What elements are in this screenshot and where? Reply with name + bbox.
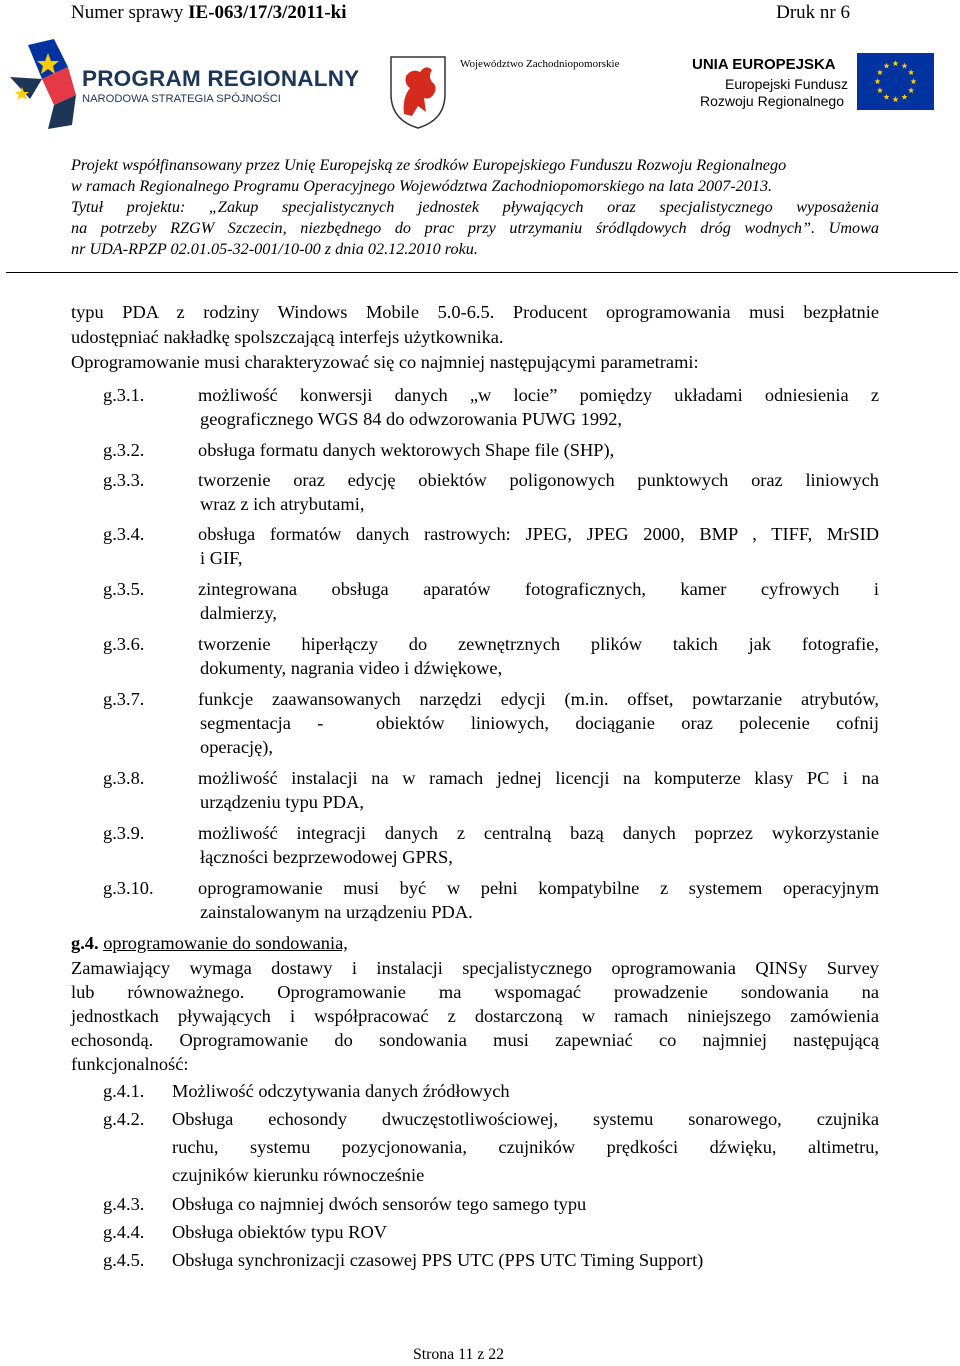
g4-item-3-number: g.4.3.	[103, 1194, 145, 1214]
intro-line-3: Oprogramowanie musi charakteryzować się co najmniej następującymi parametrami:	[71, 352, 699, 372]
g3-item-3-line-1: tworzenie oraz edycję obiektów poligonowych punktowych oraz liniowych	[198, 470, 879, 490]
g3-item-5-number: g.3.5.	[103, 579, 145, 599]
g4-number: g.4.	[71, 933, 99, 953]
g4-paragraph-line-5: funkcjonalność:	[71, 1054, 189, 1074]
page-number: Strona 11 z 22	[412, 1346, 505, 1363]
project-line-3: Tytuł projektu: „Zakup specjalistycznych jednostek pływających oraz specjalistycznego wyposażenia	[71, 198, 879, 216]
g3-item-8-line-1: możliwość instalacji na w ramach jednej licencji na komputerze klasy PC i na	[198, 768, 879, 788]
g3-item-8-line-2: urządzeniu typu PDA,	[200, 792, 364, 812]
g3-item-3-number: g.3.3.	[103, 470, 145, 490]
eu-fund-line1: Europejski Fundusz	[725, 76, 848, 92]
g4-item-4-number: g.4.4.	[103, 1222, 145, 1242]
print-number: Druk nr 6	[776, 2, 850, 23]
g3-item-7-line-1: funkcje zaawansowanych narzędzi edycji (m.in. offset, powtarzanie atrybutów,	[198, 689, 879, 709]
g3-item-5-line-2: dalmierzy,	[200, 603, 277, 623]
g3-item-2-number: g.3.2.	[103, 440, 145, 460]
case-label: Numer sprawy	[71, 2, 189, 23]
g4-item-1-number: g.4.1.	[103, 1081, 145, 1101]
case-id: IE-063/17/3/2011-ki	[188, 2, 347, 23]
g3-item-6-line-2: dokumenty, nagrania video i dźwiękowe,	[200, 658, 503, 678]
g4-item-4-line-1: Obsługa obiektów typu ROV	[172, 1222, 388, 1242]
program-subtitle: NARODOWA STRATEGIA SPÓJNOŚCI	[82, 93, 281, 105]
g4-paragraph-line-3: jednostkach pływających i współpracować z dostarczoną w ramach niniejszego zamówienia	[71, 1006, 879, 1026]
g3-item-6-line-1: tworzenie hiperłączy do zewnętrznych plików takich jak fotografie,	[198, 634, 879, 654]
header-divider	[6, 272, 958, 273]
g3-item-7-number: g.3.7.	[103, 689, 145, 709]
g3-item-4-line-2: i GIF,	[200, 548, 243, 568]
g3-item-7-line-3: operację),	[200, 737, 273, 757]
g3-item-9-line-1: możliwość integracji danych z centralną bazą danych poprzez wykorzystanie	[198, 823, 879, 843]
g3-item-4-number: g.3.4.	[103, 524, 145, 544]
g3-item-6-number: g.3.6.	[103, 634, 145, 654]
g3-item-7-line-2: segmentacja - obiektów liniowych, dociąganie oraz polecenie cofnij	[200, 713, 879, 733]
g4-item-2-line-3: czujników kierunku równocześnie	[172, 1165, 425, 1185]
g3-item-1-number: g.3.1.	[103, 385, 145, 405]
g4-item-2-line-2: ruchu, systemu pozycjonowania, czujników prędkości dźwięku, altimetru,	[172, 1137, 879, 1157]
region-name: Województwo Zachodniopomorskie	[460, 58, 620, 70]
g4-item-5-number: g.4.5.	[103, 1250, 145, 1270]
g4-title: oprogramowanie do sondowania,	[103, 933, 348, 953]
program-title: PROGRAM REGIONALNY	[82, 66, 360, 91]
project-line-5: nr UDA-RPZP 02.01.05-32-001/10-00 z dnia 02.12.2010 roku.	[71, 240, 478, 258]
intro-line-1: typu PDA z rodziny Windows Mobile 5.0-6.5. Producent oprogramowania musi bezpłatnie	[71, 302, 879, 322]
g4-paragraph-line-2: lub równoważnego. Oprogramowanie ma wspomagać prowadzenie sondowania na	[71, 982, 879, 1002]
g3-item-2-line-1: obsługa formatu danych wektorowych Shape file (SHP),	[198, 440, 615, 460]
g3-item-1-line-1: możliwość konwersji danych „w locie” pomiędzy układami odniesienia z	[198, 385, 879, 405]
g3-item-1-line-2: geograficznego WGS 84 do odwzorowania PUWG 1992,	[200, 409, 623, 429]
g3-item-10-line-2: zainstalowanym na urządzeniu PDA.	[200, 902, 473, 922]
eu-flag-icon	[857, 53, 934, 110]
case-number	[71, 2, 347, 24]
g3-item-3-line-2: wraz z ich atrybutami,	[200, 494, 365, 514]
g4-item-5-line-1: Obsługa synchronizacji czasowej PPS UTC (PPS UTC Timing Support)	[172, 1250, 704, 1270]
g4-paragraph-line-1: Zamawiający wymaga dostawy i instalacji specjalistycznego oprogramowania QINSy Survey	[71, 958, 879, 978]
g3-item-9-number: g.3.9.	[103, 823, 145, 843]
g3-item-10-number: g.3.10.	[103, 878, 154, 898]
g4-paragraph-line-4: echosondą. Oprogramowanie do sondowania musi zapewniać co najmniej następującą	[71, 1030, 879, 1050]
project-line-2: w ramach Regionalnego Programu Operacyjnego Województwa Zachodniopomorskiego na lata 2007-2013.	[71, 177, 773, 195]
g4-item-1-line-1: Możliwość odczytywania danych źródłowych	[172, 1081, 510, 1101]
g3-item-10-line-1: oprogramowanie musi być w pełni kompatybilne z systemem operacyjnym	[198, 878, 879, 898]
g4-heading	[71, 933, 348, 954]
logo-navy-shard	[10, 77, 42, 99]
project-line-1: Projekt współfinansowany przez Unię Europejską ze środków Europejskiego Funduszu Rozwoju Regionalnego	[71, 156, 787, 174]
g3-item-5-line-1: zintegrowana obsługa aparatów fotograficznych, kamer cyfrowych i	[198, 579, 879, 599]
g4-item-2-line-1: Obsługa echosondy dwuczęstotliwościowej, systemu sonarowego, czujnika	[172, 1109, 879, 1129]
project-line-4: na potrzeby RZGW Szczecin, niezbędnego do prac przy utrzymaniu śródlądowych dróg wodnych”. Umowa	[71, 219, 879, 237]
g3-item-4-line-1: obsługa formatów danych rastrowych: JPEG, JPEG 2000, BMP , TIFF, MrSID	[198, 524, 879, 544]
g4-item-3-line-1: Obsługa co najmniej dwóch sensorów tego samego typu	[172, 1194, 587, 1214]
griffin-crest-icon	[388, 54, 448, 130]
eu-title: UNIA EUROPEJSKA	[692, 56, 836, 73]
intro-line-2: udostępniać nakładkę spolszczającą interfejs użytkownika.	[71, 327, 504, 347]
g4-item-2-number: g.4.2.	[103, 1109, 145, 1129]
g3-item-8-number: g.3.8.	[103, 768, 145, 788]
eu-fund-line2: Rozwoju Regionalnego	[700, 93, 844, 109]
g3-item-9-line-2: łączności bezprzewodowej GPRS,	[200, 847, 453, 867]
